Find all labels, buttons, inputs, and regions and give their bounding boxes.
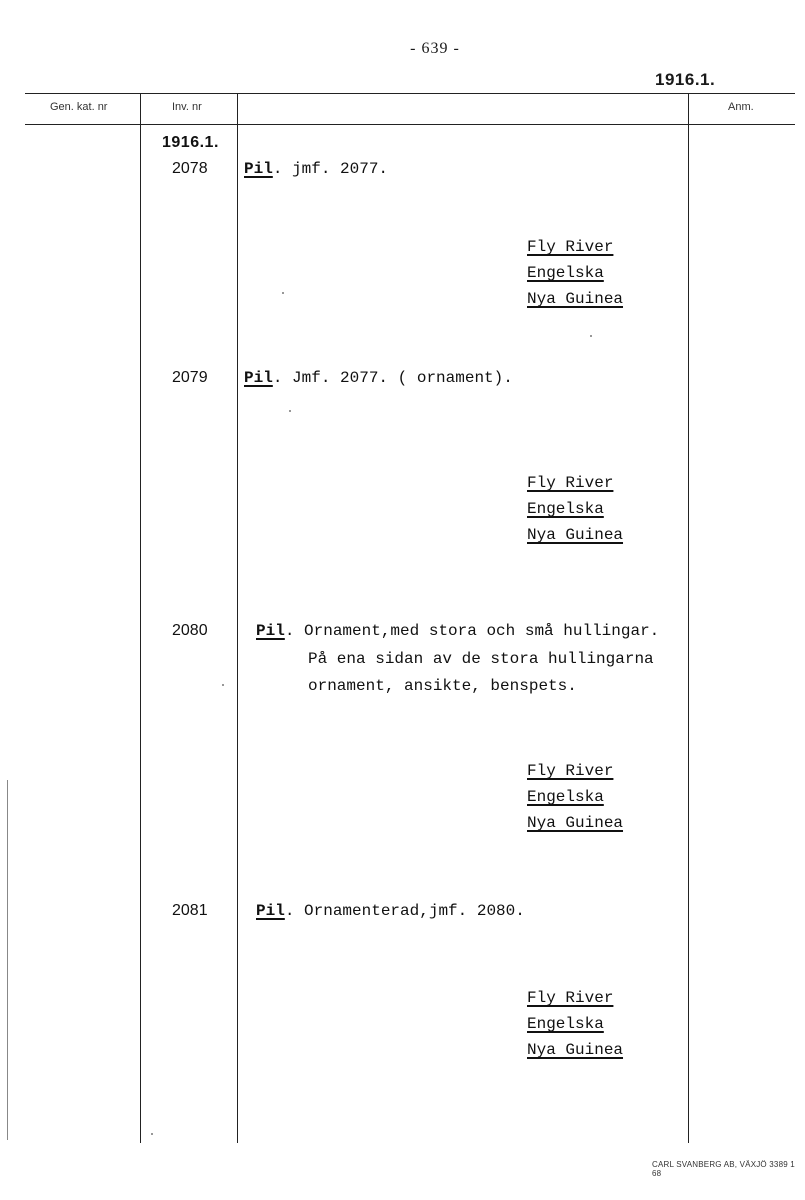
- column-divider-3: [688, 93, 689, 1143]
- location-country: Nya Guinea: [527, 526, 624, 544]
- entry-term: Pil: [256, 622, 285, 640]
- inv-number: 2081: [172, 902, 208, 919]
- entry-description-line-2: På ena sidan av de stora hullingarna: [308, 650, 654, 668]
- inv-number: 2079: [172, 369, 208, 386]
- scan-speck: [289, 410, 291, 412]
- location-country: Nya Guinea: [527, 290, 624, 308]
- scan-speck: [590, 335, 592, 337]
- page-number: - 639 -: [410, 40, 460, 57]
- location-region: Engelska: [527, 264, 604, 282]
- column-divider-2: [237, 93, 238, 1143]
- entry-term: Pil: [244, 160, 273, 178]
- location-river: Fly River: [527, 989, 614, 1007]
- inv-header: Inv. nr: [172, 101, 202, 113]
- entry-text: . Ornamenterad,jmf. 2080.: [284, 902, 525, 920]
- location-river: Fly River: [527, 238, 614, 256]
- entry-description: [244, 369, 513, 387]
- location-country: Nya Guinea: [527, 814, 624, 832]
- location-river: Fly River: [527, 762, 614, 780]
- margin-line: [7, 780, 8, 1140]
- scan-speck: [151, 1133, 153, 1135]
- location-region: Engelska: [527, 1015, 604, 1033]
- location-river: Fly River: [527, 474, 614, 492]
- inv-number: 2080: [172, 622, 208, 639]
- entry-term: Pil: [256, 902, 285, 920]
- entry-term: Pil: [244, 369, 273, 387]
- entry-description: [244, 160, 388, 178]
- location-region: Engelska: [527, 500, 604, 518]
- series-header: 1916.1.: [655, 70, 716, 89]
- inv-number: 2078: [172, 160, 208, 177]
- anm-header: Anm.: [728, 101, 754, 113]
- entry-location: [527, 234, 623, 312]
- location-country: Nya Guinea: [527, 1041, 624, 1059]
- column-divider-1: [140, 93, 141, 1143]
- inv-prefix: 1916.1.: [162, 134, 219, 151]
- entry-location: [527, 758, 623, 836]
- entry-location: [527, 985, 623, 1063]
- location-region: Engelska: [527, 788, 604, 806]
- entry-text: . jmf. 2077.: [272, 160, 389, 178]
- entry-text: . Ornament,med stora och små hullingar.: [284, 622, 660, 640]
- entry-description: [256, 622, 659, 640]
- scan-speck: [222, 684, 224, 686]
- entry-text: . Jmf. 2077. ( ornament).: [272, 369, 513, 387]
- entry-description-line-3: ornament, ansikte, benspets.: [308, 677, 577, 695]
- printer-mark: CARL SVANBERG AB, VÄXJÖ 3389 1 68: [652, 1160, 795, 1178]
- gen-kat-header: Gen. kat. nr: [50, 101, 108, 113]
- scan-speck: [282, 292, 284, 294]
- entry-location: [527, 470, 623, 548]
- entry-description: [256, 902, 525, 920]
